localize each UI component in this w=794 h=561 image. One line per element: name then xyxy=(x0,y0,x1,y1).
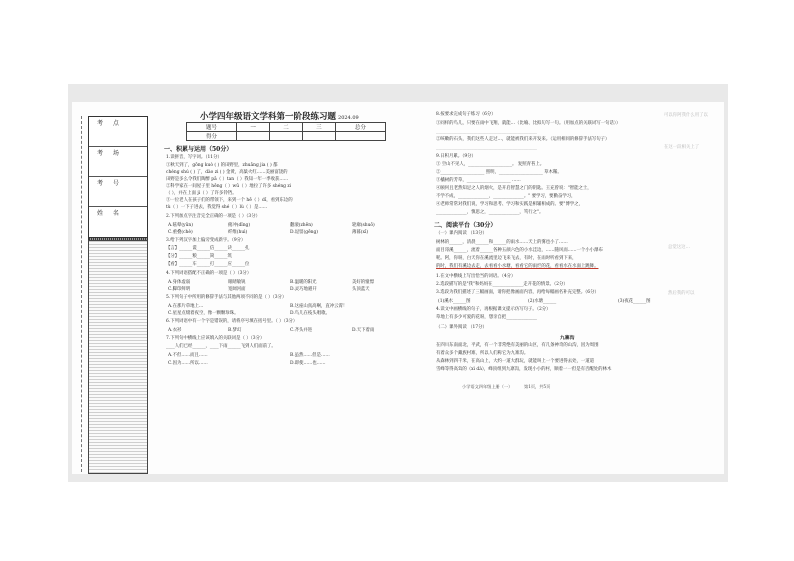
score-cell xyxy=(302,132,335,141)
score-cell xyxy=(270,132,303,141)
question-line: ① 空山不见人，____________________。 复照青苔上。 xyxy=(436,162,545,167)
question: 8.按要求完成句子练习（6分） xyxy=(436,112,496,117)
question-line: tù（ ）一下子进去，我觉得 shé（ ）lù（ ）是…… xyxy=(166,205,268,210)
subsection-heading: （一）课内阅读 （13分） xyxy=(436,231,487,236)
question-line: ③一位老人在孩子们的带领下，来到一个 hē（ ）dǐ，看到东边的 xyxy=(166,198,293,203)
score-header-cell: 一 xyxy=(237,123,270,132)
question: 5.下列句子中所用的修辞手法与其他两项不同的是（ ）（3分） xyxy=(166,295,287,300)
question: 6.下列词语中有一个字是错误的，请将序号填在括号里。（ ）（3分） xyxy=(166,319,298,324)
option: B.这座山真高啊，直冲云霄！ xyxy=(290,304,348,309)
score-header-cell: 题号 xyxy=(187,123,237,132)
left-column xyxy=(156,104,428,472)
option: (2)水塘______ xyxy=(528,299,557,304)
score-table xyxy=(186,122,386,141)
question-line: 不学不成，______________，______________。" 要学习，要勤奋学习， xyxy=(436,194,576,199)
option: 轮廓(shuō) xyxy=(352,223,375,228)
question-line: 草地上有多少可爱的花呀，想亲自把______________ xyxy=(436,315,537,320)
option: C.齐头并进 xyxy=(290,328,313,333)
question: 7.下列句中横线上应该填入的关联词是（ ）（3分） xyxy=(166,336,265,341)
option: 头顶蓝天 xyxy=(352,287,370,292)
question-line: ③橘树的芳草，____________________ …… xyxy=(436,178,521,183)
question-line: ______________，慎思之，______________，笃行之"。 xyxy=(436,210,544,215)
article-line: 有着众多个藏族村寨，所以人们称它为九寨沟。 xyxy=(436,351,529,356)
question-line: ②____________________ 照明，____________________ 草木稀。 xyxy=(436,170,562,175)
bleed-through-text: 然后我的可以 xyxy=(668,291,695,296)
question: 4.下列词语搭配不正确的一项是（ ）（3分） xyxy=(166,271,252,276)
option: D.鸟儿在枝头唱歌。 xyxy=(290,311,330,316)
option: C.重叠(chè) xyxy=(168,230,193,235)
article-line: 在四川东南面北，平武，有一个非常绝有美丽的山区，有几条神奇的山沟，因为周围 xyxy=(436,343,599,348)
option: A.眩晕(yūn) xyxy=(168,223,193,228)
option: B.梦幻 xyxy=(228,328,242,333)
score-cell xyxy=(237,132,270,141)
question-line: ②咳嗽的石头，我们这些人走过…，就能被我们来开发来。（运用相同的修辞手法写句子） xyxy=(436,137,610,142)
question-line: ④老师常常对我们说，学习和思考、学习和实践是相辅相成的。要"博学之， xyxy=(436,202,583,207)
info-cell-exam-room: 考 场 xyxy=(89,147,147,177)
question-line: 田野是多么令我们陶醉 pā（ ）tan（ ）我知一年一季收获…… xyxy=(166,177,289,182)
answer-line: ______________________________________________ xyxy=(436,129,537,134)
option: A.在那片草地上… xyxy=(168,304,204,309)
sealing-area xyxy=(88,240,148,474)
question: 2.下列加点字注音完全正确的一项是（ ）（3分） xyxy=(166,214,260,219)
question-line: 【言】______谎______信______诀______扎 xyxy=(166,246,250,251)
passage-line: 的时，我们有溪边去走，去看看小水塘，看看它的雨烂的花，看看水在水面上跳舞。 xyxy=(436,264,599,269)
info-cell-name: 姓 名 xyxy=(97,210,123,217)
question-line: ①秋天到了，gōng kuò ( ) 的田野里，zhuāng jia ( ) 都 xyxy=(166,163,278,168)
passage-line: 树林的______，清晨______和______的雨水……天上的雾也小了…… xyxy=(436,240,568,245)
option: B.温暖的阳光 xyxy=(290,280,317,285)
option: D.灵巧地避开 xyxy=(290,287,317,292)
cut-line xyxy=(81,116,83,472)
question: 4.读文中画横线的句子，再根据课文提示仿写句子。（2分） xyxy=(436,307,551,312)
passage-line: 呢。阿，你呀，白天你在溪流里边飞来飞去，有时，在雨时听看到下来， xyxy=(436,256,577,261)
question-line: chéng shú ( ) 了，dào zi ( ) 金黄，高粱火红……美丽富饶的 xyxy=(166,170,288,175)
option: 纤维(huì) xyxy=(228,230,248,235)
question: 3.给下列汉字加上偏旁变成新字。（9分） xyxy=(166,238,246,243)
option: A.不但……而且…… xyxy=(168,353,208,358)
option: A.身体虚弱 xyxy=(168,280,191,285)
option: 宽阔河面 xyxy=(228,287,246,292)
option: C.脚印鲜明 xyxy=(168,287,191,292)
option: D.逗留(gēng) xyxy=(290,230,319,235)
question: 3.选段为我们描述了三幅画面，请你把像画面内容，再给每幅画名补充完整。（6分） xyxy=(436,290,599,295)
question-line: ②科学家在一间屋子里 hēng（ ）wū（ ）地拉了许多 shéng zi xyxy=(166,184,292,189)
info-cell-exam-number: 考 号 xyxy=(89,177,147,207)
student-info-table xyxy=(88,116,148,238)
option: (1)溪水______图 xyxy=(438,299,471,304)
question-line: ④颐何且老然知足之人的烟火，是开启智慧之门的钥匙。王充曾说："智能之士， xyxy=(436,186,592,191)
passage-line: 面目哥溪______，流着______各种五颜六色的小水洼边，……随风而……一个小小瀑布 xyxy=(436,248,603,253)
article-line: 从森林到四千米，在高山上，大约一道大群玩，就能叫上一个要进得去处，一道道 xyxy=(436,359,595,364)
bleed-through-text: 总觉这这… xyxy=(668,245,690,250)
answer-line: ______________________________________________ xyxy=(436,145,537,150)
question-line: ①同样的鸟儿，只要在雨中飞翔，就能…（比喻、比拟句写一句。（用加点的关联词写一句话）） xyxy=(436,121,621,126)
subsection-heading: （二）课外阅读 （17分） xyxy=(436,325,487,330)
paper-title: 小学四年级语文学科第一阶段练习题 2024.09 xyxy=(200,112,359,122)
page-footer-title: 小学语文四年级上册（一） xyxy=(462,384,513,389)
bleed-through-text: 可以你阿我什么用了以 xyxy=(664,113,708,118)
question-line: ____人们已经______，____下雨______飞到人们面前了。 xyxy=(166,344,276,349)
option: C.星星点缀着夜空，像一颗颗珍珠。 xyxy=(168,311,239,316)
option: 美好的憧憬 xyxy=(352,280,374,285)
question: 2.选段描写的是"我"和妈妈在______________走开花的情景。（2分） xyxy=(436,282,568,287)
right-column xyxy=(432,104,720,472)
option: D.即使……也…… xyxy=(290,361,326,366)
score-header-cell: 二 xyxy=(270,123,303,132)
info-cell-exam-site: 考 点 xyxy=(89,117,147,147)
question: 1.读拼音，写字词。（11分） xyxy=(166,155,222,160)
score-cell xyxy=(335,132,385,141)
score-header-cell: 总分 xyxy=(335,123,385,132)
option: (3)夜花______图 xyxy=(618,299,651,304)
score-header-cell: 三 xyxy=(302,123,335,132)
article-line: 雪峰等得高耸的（xì dà），峰顶组到九寨沟，发现小小的村，顺着一一但是有否醒处的林木 xyxy=(436,367,612,372)
option: C.因为……所以…… xyxy=(168,361,208,366)
option: D.天下着雨 xyxy=(352,328,375,333)
question-line: （ ），并在上面 jì（ ）了许多铃铛。 xyxy=(166,191,237,196)
option: 俯冲(dǐng) xyxy=(228,223,251,228)
question-line: 【分】______粮______简______筑 xyxy=(166,254,232,259)
option: A.衣衫 xyxy=(168,328,182,333)
exam-paper xyxy=(72,102,724,474)
question: 9.日积月累。（9分） xyxy=(436,154,476,159)
score-cell: 得分 xyxy=(187,132,237,141)
option: B.虽然……但是…… xyxy=(290,353,330,358)
section-heading: 二、阅读平台（30分） xyxy=(434,222,497,229)
question: 1.在文中横线上写出恰当的词语。（4分） xyxy=(436,274,516,279)
paper-date: 2024.09 xyxy=(338,115,359,121)
section-heading: 一、积累与运用（50分） xyxy=(164,146,233,153)
bleed-through-text: 在这一段相关上了 xyxy=(664,145,700,150)
question-line: 【看】______车______打______应______位 xyxy=(166,262,250,267)
page-number: 第1页，共5页 xyxy=(524,384,551,389)
article-title: 九寨沟 xyxy=(560,335,575,341)
option: 翻滚(zhēn) xyxy=(290,223,313,228)
option: 眼睛敏锐 xyxy=(228,280,246,285)
option: 薄暮(xī) xyxy=(352,230,369,235)
scan-background xyxy=(68,84,728,482)
